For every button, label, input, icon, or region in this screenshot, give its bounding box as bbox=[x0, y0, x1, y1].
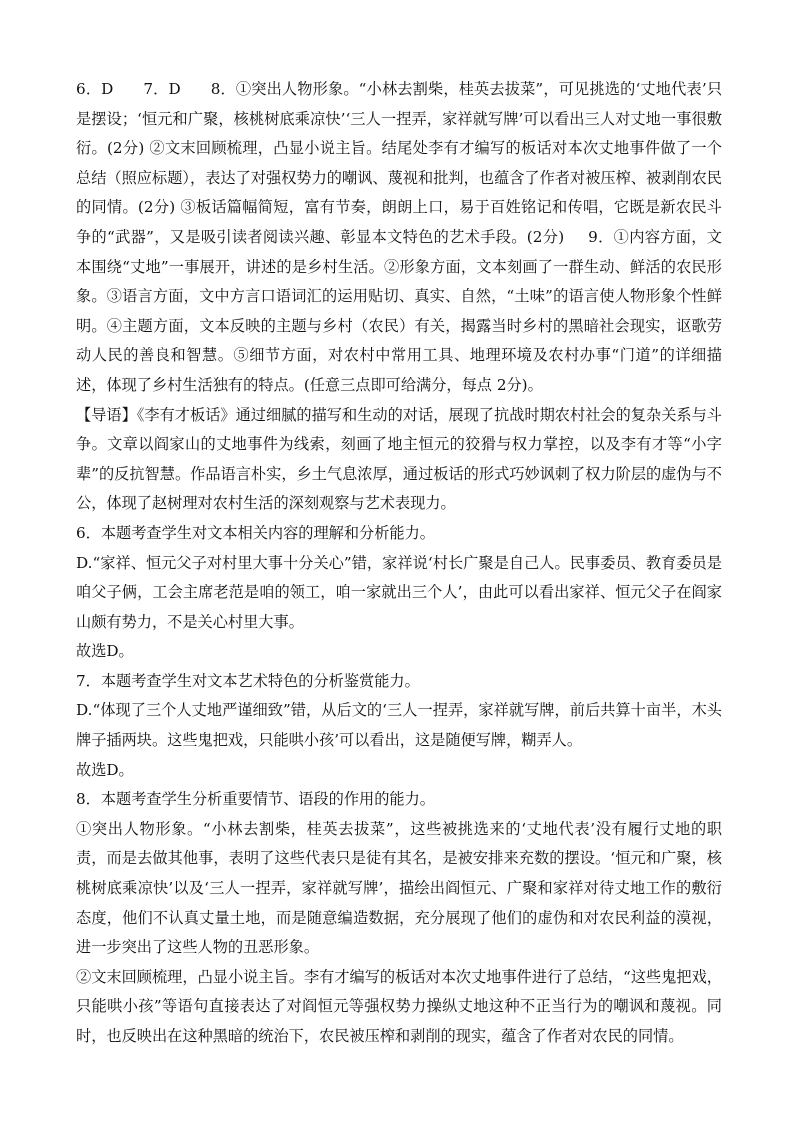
q8-point-1: ①突出人物形象。“小林去割柴，桂英去拔菜”，这些被挑选来的‘丈地代表’没有履行丈地的职责，而是去做其他事，表明了这些代表只是徒有其名，是被安排来充数的摆设。‘恒元和广聚，核桃树底乘凉快’以及‘三人一捏弄，家祥就写牌’，描绘出阎恒元、广聚和家祥对待丈地工作的敷衍态度，他们不认真丈量土地，而是随意编造数据，充分展现了他们的虚伪和对农民利益的漠视，进一步突出了这些人物的丑恶形象。 bbox=[76, 819, 722, 957]
q8-intro: 8．本题考查学生分析重要情节、语段的作用的能力。 bbox=[76, 790, 435, 809]
q7-body: D.“体现了三个人丈地严谨细致”错，从后文的‘三人一捏弄，家祥就写牌，前后共算十亩半，木头牌子插两块。这些鬼把戏，只能哄小孩’可以看出，这是随便写牌，糊弄人。 bbox=[76, 701, 722, 750]
answer-9: 9．①内容方面，文本围绕“丈地”一事展开，讲述的是乡村生活。②形象方面，文本刻画了一群生动、鲜活的农民形象。③语言方面，文中方言口语词汇的运用贴切、真实、自然，“土味”的语言使人物形象个性鲜明。④主题方面，文本反映的主题与乡村（农民）有关，揭露当时乡村的黑暗社会现实，讴歌劳动人民的善良和智慧。⑤细节方面，对农村中常用工具、地理环境及农村办事“门道”的详细描述，体现了乡村生活独有的特点。(任意三点即可给满分，每点 2分)。 bbox=[76, 227, 722, 394]
q6-conclusion: 故选D。 bbox=[76, 642, 134, 661]
q7-conclusion: 故选D。 bbox=[76, 760, 134, 779]
answer-key-paragraph bbox=[76, 75, 722, 401]
answer-document bbox=[76, 75, 722, 1052]
q6-intro: 6．本题考查学生对文本相关内容的理解和分析能力。 bbox=[76, 523, 435, 542]
q8-point-2: ②文末回顾梳理，凸显小说主旨。李有才编写的板话对本次丈地事件进行了总结，“这些鬼把戏，只能哄小孩”等语句直接表达了对阎恒元等强权势力操纵丈地这种不正当行为的嘲讽和蔑视。同时，也反映出在这种黑暗的统治下，农民被压榨和剥削的现实，蕴含了作者对农民的同情。 bbox=[76, 967, 722, 1045]
q7-intro: 7．本题考查学生对文本艺术特色的分析鉴赏能力。 bbox=[76, 671, 420, 690]
q6-body: D.“家祥、恒元父子对村里大事十分关心”错，家祥说‘村长广聚是自己人。民事委员、教育委员是咱父子俩，工会主席老范是咱的领工，咱一家就出三个人’，由此可以看出家祥、恒元父子在阎家山颇有势力，不是关心村里大事。 bbox=[76, 553, 722, 631]
guide-paragraph: 【导语】《李有才板话》通过细腻的描写和生动的对话，展现了抗战时期农村社会的复杂关系与斗争。文章以阎家山的丈地事件为线索，刻画了地主恒元的狡猾与权力掌控，以及李有才等“小字辈”的反抗智慧。作品语言朴实，乡土气息浓厚，通过板话的形式巧妙讽刺了权力阶层的虚伪与不公，体现了赵树理对农村生活的深刻观察与艺术表现力。 bbox=[76, 405, 722, 513]
answer-6: 6．D bbox=[76, 80, 114, 98]
answer-8: 8．①突出人物形象。“小林去割柴，桂英去拔菜”，可见挑选的‘丈地代表’只是摆设；‘恒元和广聚，核桃树底乘凉快’‘三人一捏弄，家祥就写牌’可以看出三人对丈地一事很敷衍。(2分) ②文末回顾梳理，凸显小说主旨。结尾处李有才编写的板话对本次丈地事件做了一个总结（照应标题），表达了对强权势力的嘲讽、蔑视和批判，也蕴含了作者对被压榨、被剥削农民的同情。(2分) ③板话篇幅简短，富有节奏，朗朗上口，易于百姓铭记和传唱，它既是新农民斗争的“武器”，又是吸引读者阅读兴趣、彰显本文特色的艺术手段。(2分) bbox=[76, 80, 723, 246]
answer-7: 7．D bbox=[143, 80, 181, 98]
